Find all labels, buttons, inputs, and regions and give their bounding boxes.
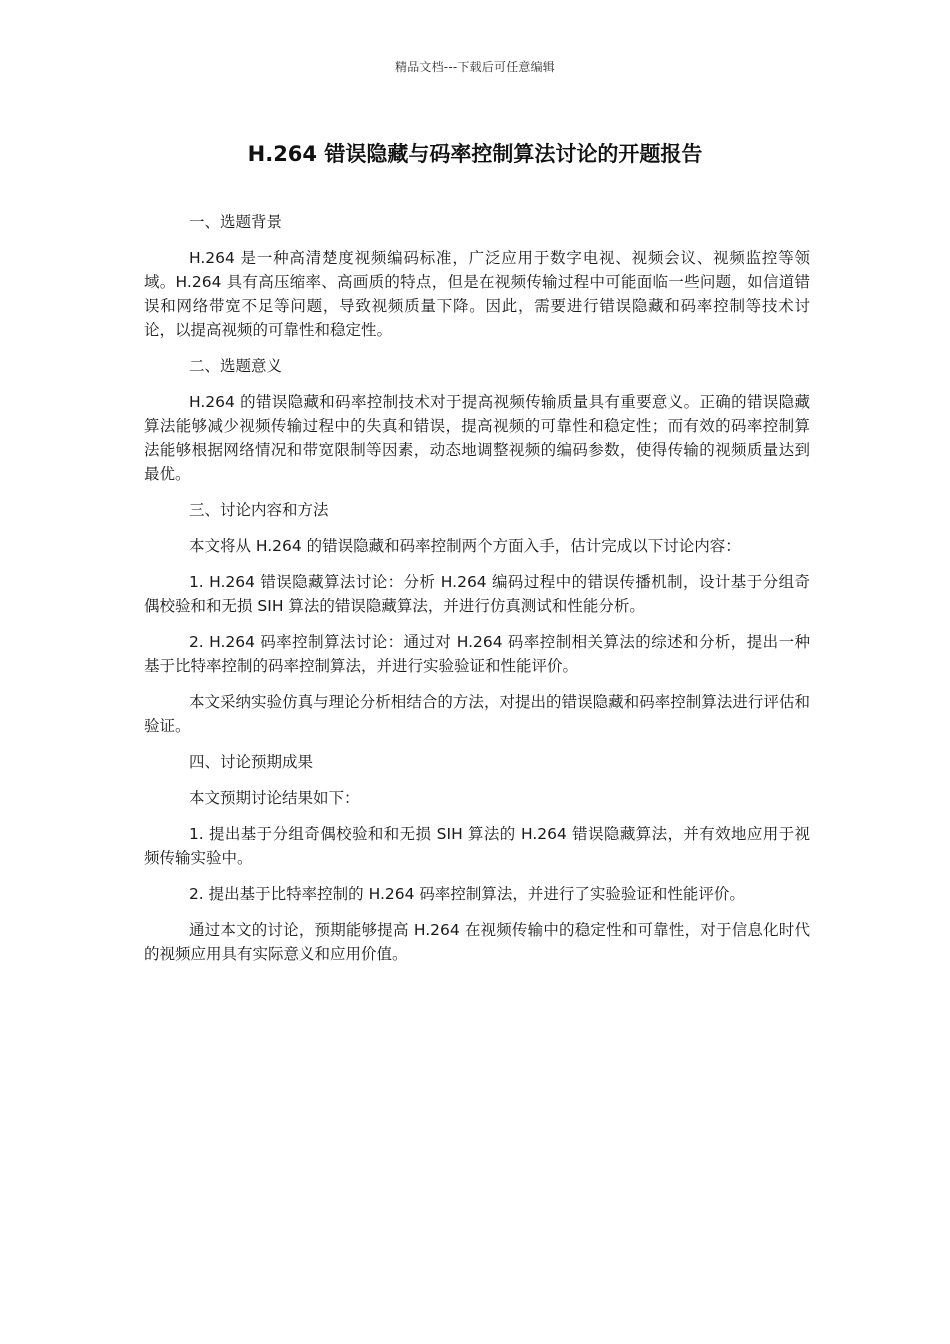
paragraph-method: 本文采纳实验仿真与理论分析相结合的方法，对提出的错误隐藏和码率控制算法进行评估和验证。 [144,693,810,735]
document-title: H.264 错误隐藏与码率控制算法讨论的开题报告 [247,142,703,166]
section-heading-content-method: 三、讨论内容和方法 [188,501,329,519]
paragraph-content-intro: 本文将从 H.264 的错误隐藏和码率控制两个方面入手，估计完成以下讨论内容： [188,537,741,555]
paragraph-conclusion: 通过本文的讨论，预期能够提高 H.264 在视频传输中的稳定性和可靠性，对于信息化时代的视频应用具有实际意义和应用价值。 [144,921,810,963]
paragraph-results-intro: 本文预期讨论结果如下： [188,789,360,807]
paragraph-results-item-1: 1. 提出基于分组奇偶校验和和无损 SIH 算法的 H.264 错误隐藏算法，并有效地应用于视频传输实验中。 [144,825,810,867]
document-body [144,210,810,978]
paragraph-significance: H.264 的错误隐藏和码率控制技术对于提高视频传输质量具有重要意义。正确的错误隐藏算法能够减少视频传输过程中的失真和错误，提高视频的可靠性和稳定性；而有效的码率控制算法能够根据网络情况和带宽限制等因素，动态地调整视频的编码参数，使得传输的视频质量达到最优。 [144,393,810,483]
section-heading-background: 一、选题背景 [188,213,282,231]
section-heading-expected-results: 四、讨论预期成果 [188,753,313,771]
header-note: 精品文档---下载后可任意编辑 [395,60,555,74]
section-heading-significance: 二、选题意义 [188,357,282,375]
paragraph-content-item-2: 2. H.264 码率控制算法讨论：通过对 H.264 码率控制相关算法的综述和分析，提出一种基于比特率控制的码率控制算法，并进行实验验证和性能评价。 [144,633,810,675]
paragraph-results-item-2: 2. 提出基于比特率控制的 H.264 码率控制算法，并进行了实验验证和性能评价。 [188,885,745,903]
paragraph-background: H.264 是一种高清楚度视频编码标准，广泛应用于数字电视、视频会议、视频监控等领域。H.264 具有高压缩率、高画质的特点，但是在视频传输过程中可能面临一些问题，如信道错误和网络带宽不足等问题，导致视频质量下降。因此，需要进行错误隐藏和码率控制等技术讨论，以提高视频的可靠性和稳定性。 [144,249,810,339]
paragraph-content-item-1: 1. H.264 错误隐藏算法讨论：分析 H.264 编码过程中的错误传播机制，设计基于分组奇偶校验和和无损 SIH 算法的错误隐藏算法，并进行仿真测试和性能分析。 [144,573,810,615]
